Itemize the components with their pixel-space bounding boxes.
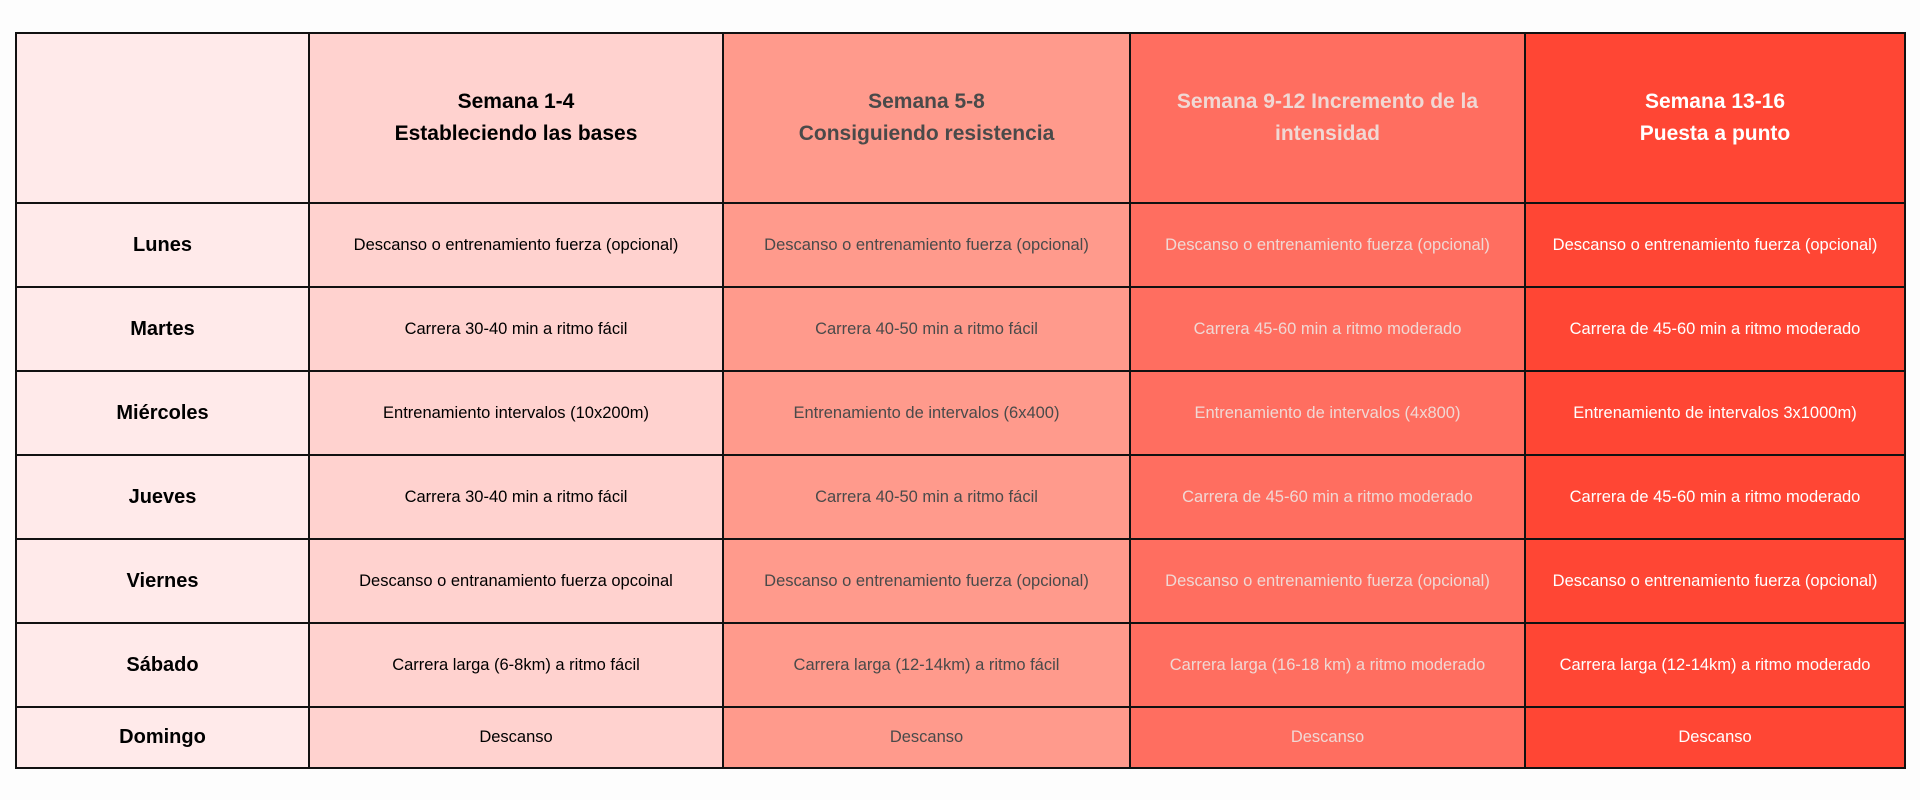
header-week-1-4: [309, 33, 723, 203]
plan-cell: Descanso o entrenamiento fuerza (opcional): [1130, 539, 1525, 623]
table-row: [16, 623, 1905, 707]
header-subtitle: Consiguiendo resistencia: [798, 122, 1055, 145]
day-label: Miércoles: [16, 371, 309, 455]
plan-cell: Carrera 30-40 min a ritmo fácil: [309, 287, 723, 371]
table-row: [16, 539, 1905, 623]
plan-cell: Entrenamiento de intervalos 3x1000m): [1525, 371, 1905, 455]
header-title: Semana 13-16: [1644, 90, 1786, 113]
day-label: Sábado: [16, 623, 309, 707]
plan-cell: Descanso o entrenamiento fuerza (opcional): [723, 203, 1130, 287]
header-title: Semana 1-4: [457, 90, 575, 113]
table-row: [16, 455, 1905, 539]
plan-cell: Carrera larga (6-8km) a ritmo fácil: [309, 623, 723, 707]
plan-cell: Descanso: [309, 707, 723, 768]
header-week-5-8: [723, 33, 1130, 203]
day-label: Viernes: [16, 539, 309, 623]
plan-cell: Descanso o entrenamiento fuerza (opcional): [309, 203, 723, 287]
plan-cell: Carrera 40-50 min a ritmo fácil: [723, 287, 1130, 371]
header-subtitle: Estableciendo las bases: [394, 122, 638, 145]
day-label: Jueves: [16, 455, 309, 539]
plan-cell: Carrera larga (16-18 km) a ritmo moderado: [1130, 623, 1525, 707]
plan-cell: Entrenamiento de intervalos (4x800): [1130, 371, 1525, 455]
plan-cell: Carrera 45-60 min a ritmo moderado: [1130, 287, 1525, 371]
plan-cell: Descanso o entrenamiento fuerza (opcional): [1130, 203, 1525, 287]
header-row: [16, 33, 1905, 203]
plan-cell: Descanso o entrenamiento fuerza (opcional): [1525, 203, 1905, 287]
header-week-13-16: [1525, 33, 1905, 203]
plan-cell: Entrenamiento intervalos (10x200m): [309, 371, 723, 455]
header-title: Semana 5-8: [868, 90, 985, 113]
header-subtitle: Puesta a punto: [1639, 122, 1791, 145]
table-row: [16, 371, 1905, 455]
plan-cell: Descanso: [1525, 707, 1905, 768]
plan-cell: Descanso: [723, 707, 1130, 768]
table-row: [16, 287, 1905, 371]
plan-cell: Carrera 30-40 min a ritmo fácil: [309, 455, 723, 539]
table-row: [16, 707, 1905, 768]
plan-cell: Descanso o entranamiento fuerza opcoinal: [309, 539, 723, 623]
plan-cell: Carrera de 45-60 min a ritmo moderado: [1130, 455, 1525, 539]
plan-cell: Descanso: [1130, 707, 1525, 768]
day-label: Martes: [16, 287, 309, 371]
day-label: Lunes: [16, 203, 309, 287]
plan-cell: Descanso o entrenamiento fuerza (opcional): [1525, 539, 1905, 623]
plan-cell: Carrera 40-50 min a ritmo fácil: [723, 455, 1130, 539]
plan-cell: Carrera larga (12-14km) a ritmo moderado: [1525, 623, 1905, 707]
plan-cell: Carrera de 45-60 min a ritmo moderado: [1525, 455, 1905, 539]
plan-cell: Carrera de 45-60 min a ritmo moderado: [1525, 287, 1905, 371]
training-plan-table: [15, 32, 1906, 769]
plan-cell: Descanso o entrenamiento fuerza (opcional): [723, 539, 1130, 623]
day-label: Domingo: [16, 707, 309, 768]
header-title: Semana 9-12 Incremento de la: [1176, 90, 1479, 113]
plan-cell: Entrenamiento de intervalos (6x400): [723, 371, 1130, 455]
plan-cell: Carrera larga (12-14km) a ritmo fácil: [723, 623, 1130, 707]
corner-cell: [16, 33, 309, 203]
header-week-9-12: [1130, 33, 1525, 203]
table-row: [16, 203, 1905, 287]
header-subtitle: intensidad: [1274, 122, 1380, 145]
